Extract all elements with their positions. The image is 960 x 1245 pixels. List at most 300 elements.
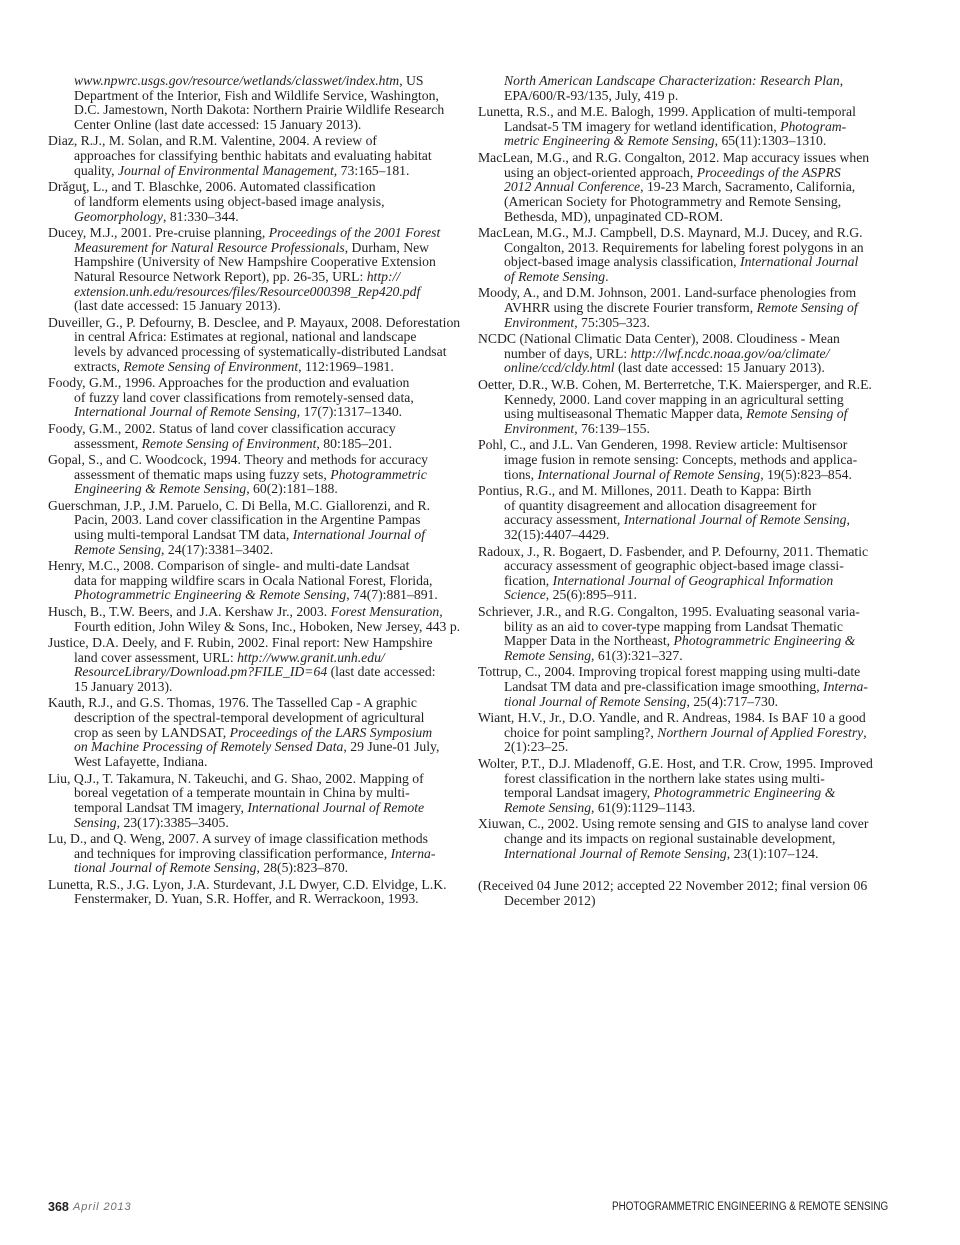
reference-text: , [839, 73, 844, 88]
reference-text: Foody, G.M., 1996. Approaches for the production and evaluation [48, 375, 410, 391]
reference-line [478, 711, 898, 726]
reference-line [48, 345, 468, 360]
reference-italic-text: www.npwrc.usgs.gov/resource/wetlands/classwet/index.htm [74, 73, 400, 88]
reference-line [48, 195, 468, 210]
reference-entry [478, 545, 898, 604]
page-number: 368 [48, 1200, 69, 1214]
reference-entry [478, 711, 898, 755]
reference-line [478, 347, 898, 362]
reference-line [48, 620, 468, 635]
reference-text: number of days, URL: [504, 345, 631, 361]
reference-italic-text: ResourceLibrary/Download.pm?FILE_ID=64 [74, 664, 328, 680]
reference-text: , 80:185–201. [316, 435, 393, 451]
reference-text: Mapper Data in the Northeast, [504, 633, 674, 649]
reference-text: tions, [504, 466, 538, 482]
reference-entry [478, 151, 898, 224]
reference-entry-continued [48, 74, 468, 133]
reference-text: Lunetta, R.S., J.G. Lyon, J.A. Sturdevant, J.L Dwyer, C.D. Elvidge, L.K. [48, 876, 447, 892]
reference-text: levels by advanced processing of systematically-distributed Landsat [74, 344, 447, 359]
reference-entry [478, 378, 898, 437]
reference-text: Center Online (last date accessed: 15 January 2013). [74, 116, 362, 132]
reference-line [48, 786, 468, 801]
reference-italic-text: Sensing [74, 814, 117, 830]
reference-entry [478, 605, 898, 664]
reference-italic-text: Remote Sensing [74, 541, 162, 557]
reference-italic-text: Interna- [390, 845, 436, 861]
reference-text: using multi-temporal Landsat TM data, [74, 527, 293, 543]
reference-text: image fusion in remote sensing: Concepts, methods and applica- [504, 451, 858, 467]
reference-entry [48, 499, 468, 558]
reference-line [478, 438, 898, 453]
reference-text: quality, [74, 162, 118, 178]
reference-entry [478, 332, 898, 376]
reference-line [478, 484, 898, 499]
reference-text: (last date accessed: 15 January 2013). [74, 298, 281, 314]
reference-line [478, 134, 898, 149]
reference-italic-text: International Journal of Remote [247, 799, 425, 815]
reference-text: AVHRR using the discrete Fourier transform, [504, 300, 757, 316]
reference-text: Lu, D., and Q. Weng, 2007. A survey of image classification methods [48, 830, 428, 846]
reference-line [478, 453, 898, 468]
reference-italic-text: Remote Sensing [504, 799, 592, 815]
reference-line [478, 89, 898, 104]
reference-text: boreal vegetation of a temperate mountain in China by multi- [74, 785, 410, 801]
reference-italic-text: Science [504, 587, 546, 603]
reference-text: Ducey, M.J., 2001. Pre-cruise planning, [48, 224, 269, 240]
reference-line [478, 361, 898, 376]
reference-entry [48, 180, 468, 224]
reference-italic-text: on Machine Processing of Remotely Sensed Data [74, 739, 344, 755]
reference-text: MacLean, M.G., and R.G. Congalton, 2012. Map accuracy issues when [478, 149, 870, 165]
reference-text: fication, [504, 572, 553, 588]
reference-text: , [846, 512, 850, 528]
received-note-line: (Received 04 June 2012; accepted 22 November 2012; final version 06 [478, 878, 868, 894]
reference-text: , 25(6):895–911. [545, 587, 637, 603]
reference-line [48, 134, 468, 149]
reference-line [478, 574, 898, 589]
reference-line [48, 255, 468, 270]
reference-text: , 24(17):3381–3402. [161, 541, 274, 557]
reference-entry [478, 438, 898, 482]
reference-line [478, 588, 898, 603]
reference-line [478, 772, 898, 787]
reference-line [478, 407, 898, 422]
reference-line [48, 226, 468, 241]
reference-line [48, 285, 468, 300]
reference-italic-text: tional Journal of Remote Sensing [504, 693, 687, 709]
reference-text: accuracy assessment, [504, 512, 624, 528]
reference-text: Diaz, R.J., M. Solan, and R.M. Valentine, 2004. A review of [48, 133, 377, 149]
reference-line [48, 164, 468, 179]
page-footer [48, 1200, 888, 1215]
reference-text: 15 January 2013). [74, 679, 173, 695]
reference-text: and techniques for improving classification performance, [74, 845, 391, 861]
reference-italic-text: Remote Sensing of Environment [123, 358, 299, 374]
reference-text: West Lafayette, Indiana. [74, 754, 208, 770]
reference-italic-text: International Journal of Remote Sensing [537, 466, 761, 482]
reference-text: , 60(2):181–188. [246, 481, 338, 497]
reference-entry [48, 605, 468, 634]
reference-line [48, 543, 468, 558]
reference-text: object-based image analysis classification, [504, 254, 741, 270]
reference-text: , 28(5):823–870. [256, 860, 349, 876]
reference-line [48, 453, 468, 468]
reference-text: land cover assessment, URL: [74, 649, 238, 665]
reference-line [48, 405, 468, 420]
reference-text: Husch, B., T.W. Beers, and J.A. Kershaw Jr., 2003. [48, 603, 331, 619]
reference-text: Bethesda, MD), unpaginated CD-ROM. [504, 208, 723, 224]
reference-line [48, 605, 468, 620]
reference-text: , [439, 603, 443, 619]
reference-italic-text: Photogram- [780, 118, 847, 134]
reference-line [48, 696, 468, 711]
reference-line [48, 772, 468, 787]
reference-line [48, 816, 468, 831]
reference-line [478, 801, 898, 816]
reference-italic-text: Northern Journal of Applied Forestry [657, 724, 864, 740]
reference-text: , 19-23 March, Sacramento, California, [640, 179, 856, 195]
reference-line [478, 726, 898, 741]
reference-line [478, 468, 898, 483]
reference-line [48, 651, 468, 666]
reference-text: 32(15):4407–4429. [504, 527, 610, 543]
reference-line [48, 726, 468, 741]
reference-italic-text: Remote Sensing of Environment [141, 435, 317, 451]
reference-text: Liu, Q.J., T. Takamura, N. Takeuchi, and G. Shao, 2002. Mapping of [48, 770, 424, 786]
reference-text: Department of the Interior, Fish and Wildlife Service, Washington, [74, 87, 439, 103]
reference-text: , 81:330–344. [162, 208, 239, 224]
reference-text: choice for point sampling?, [504, 724, 658, 740]
reference-entry [478, 286, 898, 330]
reference-entry [478, 817, 898, 861]
reference-line [478, 786, 898, 801]
reference-text: . [605, 268, 609, 284]
reference-line [48, 149, 468, 164]
reference-line [478, 665, 898, 680]
reference-text: , 23(1):107–124. [726, 845, 819, 861]
reference-line [478, 695, 898, 710]
reference-text: , 23(17):3385–3405. [116, 814, 229, 830]
reference-line [478, 180, 898, 195]
reference-text: temporal Landsat imagery, [504, 785, 654, 801]
reference-italic-text: Forest Mensuration [330, 603, 440, 619]
reference-text: NCDC (National Climatic Data Center), 2008. Cloudiness - Mean [478, 331, 840, 347]
reference-text: Duveiller, G., P. Defourny, B. Desclee, and P. Mayaux, 2008. Deforestation [48, 314, 461, 330]
reference-italic-text: Remote Sensing of [756, 300, 858, 316]
reference-line [478, 74, 898, 89]
reference-line [48, 665, 468, 680]
reference-italic-text: http://lwf.ncdc.noaa.gov/oa/climate/ [630, 345, 830, 361]
reference-entry [478, 484, 898, 543]
reference-line [478, 545, 898, 560]
reference-text: Fenstermaker, D. Yuan, S.R. Hoffer, and R. Werrackoon, 1993. [74, 891, 419, 907]
reference-line [48, 360, 468, 375]
reference-italic-text: North American Landscape Characterization: Research Plan [504, 73, 840, 88]
journal-running-head: PHOTOGRAMMETRIC ENGINEERING & REMOTE SENSING [611, 1201, 888, 1213]
reference-italic-text: online/ccd/cldy.html [504, 360, 615, 376]
reference-italic-text: Photogrammetric Engineering & Remote Sensing [74, 587, 347, 603]
reference-line [48, 513, 468, 528]
reference-text: Xiuwan, C., 2002. Using remote sensing and GIS to analyse land cover [478, 816, 869, 832]
reference-text: , 65(11):1303–1310. [714, 133, 827, 149]
reference-line [478, 210, 898, 225]
reference-text: Fourth edition, John Wiley & Sons, Inc., Hoboken, New Jersey, 443 p. [74, 618, 461, 634]
reference-italic-text: Environment [504, 420, 575, 436]
reference-text: data for mapping wildfire scars in Ocala National Forest, Florida, [74, 572, 433, 588]
reference-line [48, 270, 468, 285]
reference-line [478, 528, 898, 543]
reference-italic-text: Proceedings of the LARS Symposium [229, 724, 433, 740]
reference-text: Natural Resource Network Report), pp. 26-35, URL: [74, 268, 367, 284]
reference-text: of landform elements using object-based image analysis, [74, 193, 385, 209]
reference-line [48, 210, 468, 225]
reference-line [48, 180, 468, 195]
reference-text: crop as seen by LANDSAT, [74, 724, 230, 740]
reference-text: accuracy assessment of geographic object-based image classi- [504, 558, 844, 574]
reference-text: , 74(7):881–891. [346, 587, 438, 603]
reference-text: , 61(3):321–327. [591, 647, 683, 663]
reference-line [48, 574, 468, 589]
reference-text: description of the spectral-temporal development of agricultural [74, 710, 425, 726]
reference-text: Drăguţ, L., and T. Blaschke, 2006. Automated classification [48, 179, 376, 195]
reference-line [478, 422, 898, 437]
reference-entry [478, 665, 898, 709]
reference-text: extracts, [74, 358, 124, 374]
reference-line [478, 226, 898, 241]
reference-entry [478, 226, 898, 285]
reference-line [478, 680, 898, 695]
reference-entry [478, 757, 898, 816]
reference-line [48, 299, 468, 314]
reference-line [478, 499, 898, 514]
reference-line [48, 391, 468, 406]
reference-text: (last date accessed: [327, 664, 436, 680]
reference-entry [48, 453, 468, 497]
reference-line [478, 332, 898, 347]
reference-line [478, 105, 898, 120]
reference-text: Wolter, P.T., D.J. Mladenoff, G.E. Host, and T.R. Crow, 1995. Improved [478, 755, 873, 771]
reference-text: Landsat TM data and pre-classification image smoothing, [504, 679, 824, 695]
reference-italic-text: 2012 Annual Conference [504, 179, 641, 195]
reference-text: Guerschman, J.P., J.M. Paruelo, C. Di Bella, M.C. Giallorenzi, and R. [48, 497, 431, 513]
reference-entry [48, 832, 468, 876]
reference-line [48, 437, 468, 452]
reference-text: , 25(4):717–730. [686, 693, 779, 709]
reference-line [48, 118, 468, 133]
reference-text: , [863, 724, 867, 740]
reference-line [48, 755, 468, 770]
reference-line [478, 817, 898, 832]
reference-line [48, 330, 468, 345]
reference-text: approaches for classifying benthic habitats and evaluating habitat [74, 148, 432, 164]
reference-line [48, 892, 468, 907]
reference-text: temporal Landsat TM imagery, [74, 799, 248, 815]
reference-text: Congalton, 2013. Requirements for labeling forest polygons in an [504, 239, 864, 255]
reference-line [478, 241, 898, 256]
reference-line [48, 861, 468, 876]
reference-line [478, 740, 898, 755]
reference-text: , 112:1969–1981. [298, 358, 394, 374]
reference-entry [48, 559, 468, 603]
reference-text: 2(1):23–25. [504, 739, 569, 755]
reference-italic-text: extension.unh.edu/resources/files/Resource000398_Rep420.pdf [74, 283, 421, 299]
reference-entry [48, 696, 468, 769]
reference-text: Foody, G.M., 2002. Status of land cover classification accuracy [48, 420, 396, 436]
reference-line [478, 151, 898, 166]
reference-line [48, 89, 468, 104]
reference-text: (American Society for Photogrammetry and Remote Sensing, [504, 193, 842, 209]
reference-italic-text: Geomorphology [74, 208, 163, 224]
reference-text: Lunetta, R.S., and M.E. Balogh, 1999. Application of multi-temporal [478, 104, 856, 120]
reference-text: , 75:305–323. [574, 314, 650, 330]
reference-italic-text: Environment [504, 314, 575, 330]
reference-italic-text: http:// [366, 268, 401, 284]
reference-italic-text: Journal of Environmental Management [117, 162, 334, 178]
reference-text: Hampshire (University of New Hampshire Cooperative Extension [74, 254, 436, 270]
reference-text: Pohl, C., and J.L. Van Genderen, 1998. Review article: Multisensor [478, 437, 848, 453]
reference-text: Pacin, 2003. Land cover classification in the Argentine Pampas [74, 512, 421, 528]
reference-italic-text: Engineering & Remote Sensing [74, 481, 247, 497]
reference-italic-text: Photogrammetric [330, 466, 427, 482]
reference-text: using multiseasonal Thematic Mapper data, [504, 406, 747, 422]
reference-italic-text: Interna- [823, 679, 868, 695]
reference-text: Landsat-5 TM imagery for wetland identification, [504, 118, 781, 134]
reference-line [478, 316, 898, 331]
reference-text: Wiant, H.V., Jr., D.O. Yandle, and R. Andreas, 1984. Is BAF 10 a good [478, 710, 866, 726]
reference-text: Kennedy, 2000. Land cover mapping in an agricultural setting [504, 391, 844, 407]
reference-text: EPA/600/R-93/135, July, 419 p. [504, 87, 679, 103]
reference-entry [48, 636, 468, 695]
reference-line [48, 422, 468, 437]
reference-line [478, 195, 898, 210]
reference-line [48, 559, 468, 574]
reference-line [478, 255, 898, 270]
reference-text: of fuzzy land cover classifications from remotely-sensed data, [74, 389, 414, 405]
reference-line [478, 832, 898, 847]
reference-line [48, 528, 468, 543]
reference-line [478, 166, 898, 181]
reference-italic-text: Proceedings of the 2001 Forest [268, 224, 441, 240]
reference-text: in central Africa: Estimates at regional, national and landscape [74, 329, 417, 345]
reference-text: Moody, A., and D.M. Johnson, 2001. Land-surface phenologies from [478, 285, 857, 301]
reference-text: Justice, D.A. Deely, and F. Rubin, 2002. Final report: New Hampshire [48, 635, 433, 651]
reference-text: , 76:139–155. [574, 420, 650, 436]
reference-text: change and its impacts on regional sustainable development, [504, 830, 836, 846]
reference-line [48, 588, 468, 603]
received-note-line: December 2012) [504, 892, 596, 908]
reference-line [478, 513, 898, 528]
reference-line [48, 878, 468, 893]
reference-entry [48, 226, 468, 314]
reference-italic-text: International Journal of Remote Sensing [74, 404, 297, 420]
reference-text: using an object-oriented approach, [504, 164, 697, 180]
reference-italic-text: of Remote Sensing [504, 268, 606, 284]
reference-text: , 61(9):1129–1143. [591, 799, 696, 815]
reference-line [478, 378, 898, 393]
reference-text: assessment of thematic maps using fuzzy sets, [74, 466, 331, 482]
reference-text: bility as an aid to cover-type mapping from Landsat Thematic [504, 618, 843, 634]
reference-line [48, 316, 468, 331]
reference-line [478, 120, 898, 135]
reference-entry [48, 878, 468, 907]
reference-text: Oetter, D.R., W.B. Cohen, M. Berterretche, T.K. Maiersperger, and R.E. [478, 376, 872, 392]
reference-line [48, 376, 468, 391]
reference-text: forest classification in the northern lake states using multi- [504, 770, 825, 786]
reference-line [48, 832, 468, 847]
reference-text: Henry, M.C., 2008. Comparison of single- and multi-date Landsat [48, 558, 410, 574]
reference-italic-text: International Journal of [292, 527, 426, 543]
reference-italic-text: International Journal [740, 254, 859, 270]
reference-line [478, 270, 898, 285]
reference-line [48, 801, 468, 816]
reference-text: , 19(5):823–854. [760, 466, 852, 482]
reference-line [478, 847, 898, 862]
reference-line [478, 301, 898, 316]
reference-line [48, 847, 468, 862]
reference-italic-text: http://www.granit.unh.edu/ [237, 649, 385, 665]
reference-text: Schriever, J.R., and R.G. Congalton, 1995. Evaluating seasonal varia- [478, 603, 860, 619]
reference-text: D.C. Jamestown, North Dakota: Northern Prairie Wildlife Research [74, 102, 445, 118]
reference-line [478, 286, 898, 301]
reference-text: Gopal, S., and C. Woodcock, 1994. Theory and methods for accuracy [48, 451, 429, 467]
reference-italic-text: Remote Sensing [504, 647, 592, 663]
reference-line [478, 393, 898, 408]
reference-italic-text: International Journal of Remote Sensing [504, 845, 727, 861]
reference-entry [48, 772, 468, 831]
reference-entry [48, 134, 468, 178]
issue-date: April 2013 [73, 1201, 132, 1213]
reference-text: Radoux, J., R. Bogaert, D. Fasbender, and P. Defourny, 2011. Thematic [478, 543, 869, 559]
reference-italic-text: Photogrammetric Engineering & [653, 785, 836, 801]
references-left-column [48, 74, 468, 909]
reference-line [48, 711, 468, 726]
reference-line [478, 559, 898, 574]
reference-line [48, 468, 468, 483]
reference-line [48, 74, 468, 89]
reference-text: of quantity disagreement and allocation disagreement for [504, 497, 817, 513]
reference-line [478, 620, 898, 635]
reference-entry [48, 422, 468, 451]
reference-line [48, 482, 468, 497]
reference-text: , 29 June-01 July, [343, 739, 440, 755]
received-note [478, 879, 898, 908]
reference-italic-text: Proceedings of the ASPRS [696, 164, 841, 180]
reference-text: , 73:165–181. [333, 162, 410, 178]
reference-entry [478, 105, 898, 149]
reference-line [48, 241, 468, 256]
reference-entry [48, 376, 468, 420]
reference-text: MacLean, M.G., M.J. Campbell, D.S. Maynard, M.J. Ducey, and R.G. [478, 224, 863, 240]
reference-italic-text: Measurement for Natural Resource Professionals [74, 239, 345, 255]
reference-line [478, 605, 898, 620]
reference-text: (last date accessed: 15 January 2013). [614, 360, 825, 376]
reference-italic-text: International Journal of Remote Sensing [623, 512, 847, 528]
reference-entry-continued [478, 74, 898, 103]
reference-line [478, 634, 898, 649]
reference-text: Tottrup, C., 2004. Improving tropical forest mapping using multi-date [478, 664, 861, 680]
reference-line [48, 499, 468, 514]
reference-italic-text: tional Journal of Remote Sensing [74, 860, 257, 876]
reference-text: Pontius, R.G., and M. Millones, 2011. Death to Kappa: Birth [478, 483, 812, 499]
reference-italic-text: Photogrammetric Engineering & [673, 633, 856, 649]
reference-line [48, 680, 468, 695]
reference-italic-text: International Journal of Geographical Information [552, 572, 834, 588]
reference-entry [48, 316, 468, 375]
references-right-entries [478, 74, 898, 861]
reference-line [48, 103, 468, 118]
reference-italic-text: Remote Sensing of [746, 406, 848, 422]
references-right-column [478, 74, 898, 909]
